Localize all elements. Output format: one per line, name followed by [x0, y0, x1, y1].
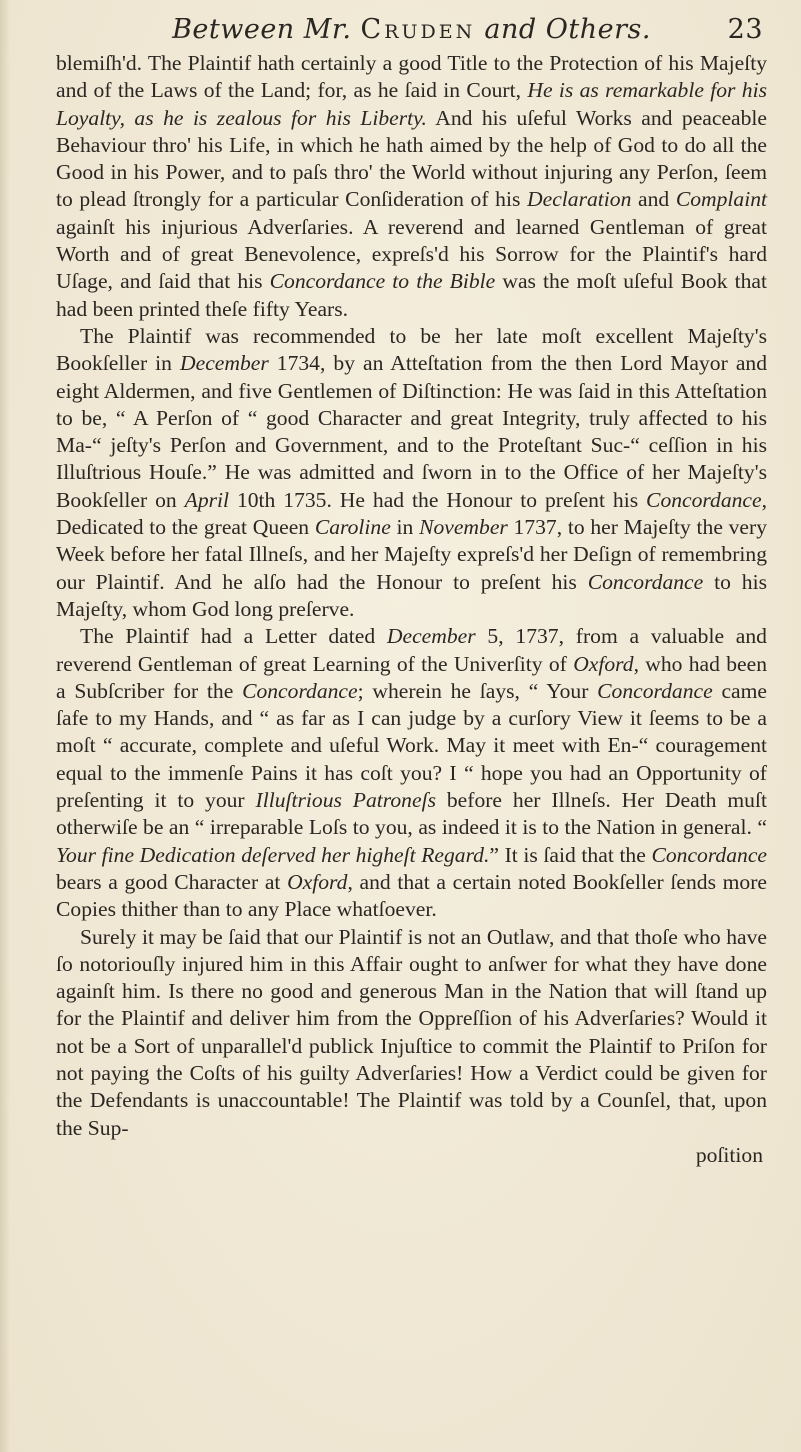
text-run: to his Majeſty, whom God long preſerve.	[56, 569, 767, 621]
text-run: 1734, by an Atteſtation from the then Lord Mayor and eight Aldermen, and five Gentlemen of Diſtinction: He was ſaid in this Atteſtation to be, “ A Perſon of “ good Character and great Integrity, truly affected to his Ma-“ jeſty's Perſon and Government, and to the Proteſtant Suc-“ ceſſion in his Illuſtrious Houſe.” He was admitted and ſworn in to the Office of her Majeſty's Bookſeller on	[56, 351, 768, 512]
italic-run: Oxford	[287, 869, 348, 894]
text-run: 10th 1735. He had the Honour to preſent his	[229, 487, 647, 512]
italic-run: Concordance	[646, 487, 762, 512]
italic-run: Concordance	[597, 678, 713, 703]
catchword: poſition	[695, 1142, 763, 1167]
header-title-name: Cruden	[360, 14, 476, 45]
text-run: blemiſh'd. The Plaintif hath certainly a good Title to the Protection of his Majeſty and of the Laws of the Land; for, as he ſaid in Court,	[56, 51, 767, 103]
text-run: , who had been a Subſcriber for the	[56, 651, 767, 703]
text-run: was the moſt uſeful Book that had been printed theſe fifty Years.	[56, 269, 767, 321]
italic-run: Concordance	[651, 842, 767, 867]
italic-run: Caroline	[314, 515, 391, 540]
text-run: The Plaintif was recommended to be her late moſt excellent Majeſty's Bookſeller in	[56, 323, 767, 376]
text-run: ” It is ſaid that the	[489, 842, 652, 867]
paragraph-1	[56, 50, 767, 323]
text-run: , Dedicated to the great Queen	[56, 487, 767, 540]
paragraph-4	[56, 924, 767, 1142]
page-body	[56, 50, 767, 1169]
italic-run: December	[386, 624, 476, 649]
italic-run: December	[180, 351, 269, 376]
italic-run: Concordance to the Bible	[269, 269, 496, 294]
italic-run: He is as remarkable for his Loyalty, as he is zealous for his Liberty.	[56, 78, 767, 130]
text-run: in	[390, 515, 420, 540]
italic-run: Your fine Dedication deſerved her higheſt Regard.	[56, 842, 490, 867]
text-run: againſt his injurious Adverſaries. A reverend and learned Gentleman of great Worth and of great Benevolence, expreſs'd his Sorrow for the Plaintif's hard Uſage, and ſaid that his	[56, 214, 767, 294]
text-run: ; wherein he ſays, “ Your	[357, 678, 598, 703]
paragraph-3	[56, 623, 767, 923]
text-run: , and that a certain noted Bookſeller ſends more Copies thither than to any Place whatſoever.	[56, 869, 767, 922]
page-number: 23	[727, 14, 763, 45]
page-binding-shadow	[0, 0, 10, 1452]
italic-run: Declaration	[527, 187, 632, 212]
italic-run: November	[419, 515, 508, 540]
text-run: Surely it may be ſaid that our Plaintif is not an Outlaw, and that thoſe who have ſo notoriouſly injured him in this Affair ought to anſwer for what they have done againſt him. Is there no good and generous Man in the Nation that will ſtand up for the Plaintif and deliver him from the Oppreſſion of his Adverſaries? Would it not be a Sort of unparallel'd publick Injuſtice to commit the Plaintif to Priſon for not paying the Coſts of his guilty Adverſaries! How a Verdict could be given for the Defendants is unaccountable! The Plaintif was told by a Counſel, that, upon the Sup-	[56, 924, 767, 1140]
text-run: bears a good Character at	[56, 869, 288, 894]
italic-run: Oxford	[573, 651, 634, 676]
text-run: The Plaintif had a Letter dated	[80, 624, 387, 649]
header-title-pre: Between Mr.	[172, 14, 352, 45]
text-run: 5, 1737, from a valuable and reverend Gentleman of great Learning of the Univerſity of	[56, 624, 767, 676]
text-run: 1737, to her Majeſty the very Week before her fatal Illneſs, and her Majeſty expreſs'd her Deſign of remembring our Plaintif. And he alſo had the Honour to preſent his	[56, 515, 768, 594]
text-run: And his uſeful Works and peaceable Behaviour thro' his Life, in which he hath aimed by the help of God to do all the Good in his Power, and to paſs thro' the World without injuring any Perſon, ſeem to plead ſtrongly for a particular Conſideration of his	[56, 105, 768, 212]
paragraph-2	[56, 323, 767, 623]
text-run: came ſafe to my Hands, and “ as far as I can judge by a curſory View it ſeems to be a moſt “ accurate, complete and uſeful Work. May it meet with En-“ couragement equal to the immenſe Pains it has coſt you? I “ hope you had an Opportunity of preſenting it to your	[56, 678, 767, 813]
italic-run: Concordance	[242, 678, 358, 703]
header-title-post: and Others.	[484, 14, 651, 45]
text-run: before her Illneſs. Her Death muſt otherwiſe be an “ irreparable Loſs to you, as indeed it is to the Nation in general. “	[56, 788, 767, 840]
italic-run: Concordance	[587, 569, 704, 594]
text-run: and	[631, 187, 676, 212]
italic-run: Illuſtrious Patroneſs	[255, 788, 436, 813]
running-header	[56, 14, 767, 50]
italic-run: Complaint	[675, 187, 767, 212]
italic-run: April	[184, 487, 230, 512]
